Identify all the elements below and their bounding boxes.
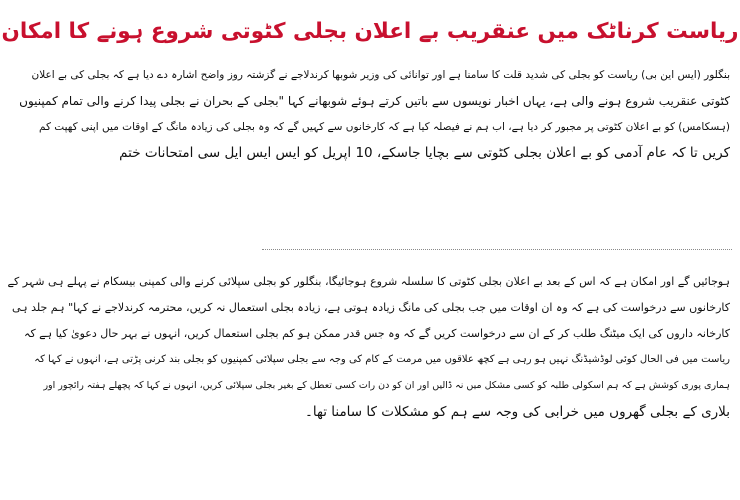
paragraph-line: (ہسکامس) کو بے اعلان کٹوتی پر مجبور کر دیا ہے، اب ہم نے فیصلہ کیا ہے کہ کارخانوں سے کہیں گے کہ وہ بجلی کی زیادہ مانگ کے اوقات میں اپنی کھپت کم bbox=[38, 121, 730, 133]
article-paragraph-2 bbox=[8, 269, 730, 425]
paragraph-line: ہماری پوری کوشش ہے کہ ہم اسکولی طلبہ کو کسی مشکل میں نہ ڈالیں اور ان کو دن رات کسی تعطل کے بغیر بجلی سپلائی کریں، انہوں نے کہا کہ پچھلے ہفتہ رائچور اور bbox=[43, 380, 730, 391]
column-divider bbox=[262, 249, 732, 250]
paragraph-line: کریں تا کہ عام آدمی کو بے اعلان بجلی کٹوتی سے بچایا جاسکے، 10 اپریل کو ایس ایس ایل سی امتحانات ختم bbox=[119, 145, 730, 161]
paragraph-line: ریاست میں فی الحال کوئی لوڈشیڈنگ نہیں ہو رہی ہے کچھ علاقوں میں مرمت کے کام کی وجہ سے بجلی سپلائی کمپنیوں کو بجلی بند کرنی پڑتی ہے، انہوں نے کہا کہ bbox=[34, 354, 730, 365]
paragraph-line: ہوجائیں گے اور امکان ہے کہ اس کے بعد بے اعلان بجلی کٹوتی کا سلسلہ شروع ہوجائیگا، بنگلور کو بجلی سپلائی کرنے والی کمپنی بیسکام نے پہلے ہی شہر کے bbox=[8, 275, 730, 288]
article-headline: ریاست کرناٹک میں عنقریب بے اعلان بجلی کٹوتی شروع ہونے کا امکان bbox=[1, 19, 739, 44]
paragraph-line: بلاری کے بجلی گھروں میں خرابی کی وجہ سے ہم کو مشکلات کا سامنا تھا۔ bbox=[304, 404, 730, 420]
paragraph-line: کارخانہ داروں کی ایک میٹنگ طلب کر کے ان سے درخواست کریں گے کہ وہ جس قدر ممکن ہو کم بجلی استعمال کریں، انہوں نے بہر حال دعویٰ کیا ہے کہ bbox=[24, 327, 730, 340]
article-paragraph-1 bbox=[8, 62, 730, 166]
paragraph-line: کٹوتی عنقریب شروع ہونے والی ہے، یہاں اخبار نویسوں سے باتیں کرتے ہوئے شوبھانے کہا "بجلی کے بحران نے بجلی پیدا کرنے والی تمام کمپنیوں bbox=[19, 94, 730, 108]
paragraph-line: بنگلور (ایس این بی) ریاست کو بجلی کی شدید قلت کا سامنا ہے اور توانائی کی وزیر شوبھا کرندلاجے نے گزشتہ روز واضح اشارہ دے دیا ہے کہ بجلی کی بے اعلان bbox=[31, 69, 730, 81]
paragraph-line: کارخانوں سے درخواست کی ہے کہ وہ ان اوقات میں جب بجلی کی مانگ زیادہ ہوتی ہے، زیادہ بجلی استعمال نہ کریں، محترمہ کرندلاجے نے کہا" ہم جلد ہی bbox=[11, 301, 730, 314]
